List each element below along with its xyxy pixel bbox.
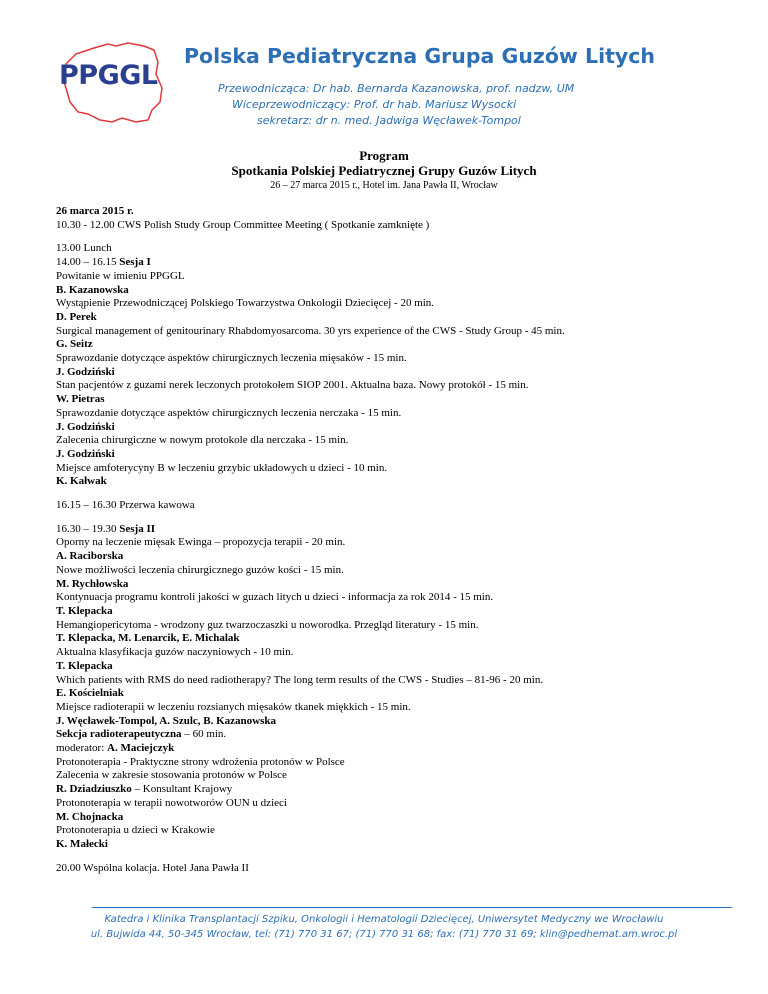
committee-meeting: 10.30 - 12.00 CWS Polish Study Group Committee Meeting ( Spotkanie zamknięte ) xyxy=(56,218,430,231)
talk-title: Miejsce amfoterycyny B w leczeniu grzybic układowych u dzieci - 10 min. xyxy=(56,461,388,474)
talk-speaker: A. Raciborska xyxy=(56,550,124,563)
radiotherapy-section-header: Sekcja radioterapeutyczna – 60 min. xyxy=(56,728,227,741)
talk-title: Protonoterapia u dzieci w Krakowie xyxy=(56,824,215,837)
talk-speaker: J. Godziński xyxy=(56,365,115,378)
coffee-break: 16.15 – 16.30 Przerwa kawowa xyxy=(56,499,195,512)
session-1-header: 14.00 – 16.15 Sesja I xyxy=(56,256,151,269)
day-date: 26 marca 2015 r. xyxy=(56,205,134,217)
talk-title: Sprawozdanie dotyczące aspektów chirurgicznych leczenia mięsaków - 15 min. xyxy=(56,352,407,365)
talk-speaker: G. Seitz xyxy=(56,338,93,351)
session-2-header: 16.30 – 19.30 Sesja II xyxy=(56,522,156,535)
talk-speaker: J. Godziński xyxy=(56,420,115,433)
organization-title: Polska Pediatryczna Grupa Guzów Litych xyxy=(184,44,656,68)
talk-title: Oporny na leczenie mięsak Ewinga – propozycja terapii - 20 min. xyxy=(56,536,346,549)
talk-speaker: W. Pietras xyxy=(56,393,105,406)
talk-title: Miejsce radioterapii w leczeniu rozsianych mięsaków tkanek miękkich - 15 min. xyxy=(56,700,411,713)
talk-speaker: K. Małecki xyxy=(56,837,108,850)
dinner: 20.00 Wspólna kolacja. Hotel Jana Pawła II xyxy=(56,861,249,874)
talk-speaker: T. Klepacka, M. Lenarcik, E. Michalak xyxy=(56,632,240,645)
chairwoman-line: Przewodnicząca: Dr hab. Bernarda Kazanowska, prof. nadzw, UM xyxy=(218,82,575,95)
talk-speaker: J. Godziński xyxy=(56,447,115,460)
talk-title: Nowe możliwości leczenia chirurgicznego guzów kości - 15 min. xyxy=(56,563,344,576)
talk-speaker: K. Kałwak xyxy=(56,475,107,488)
program-subtitle: Spotkania Polskiej Pediatrycznej Grupy Guzów Litych xyxy=(231,163,537,178)
talk-title: Sprawozdanie dotyczące aspektów chirurgicznych leczenia nerczaka - 15 min. xyxy=(56,406,402,419)
program-body xyxy=(56,205,746,875)
footer-divider xyxy=(92,907,732,908)
talk-title: Protonoterapia - Praktyczne strony wdrożenia protonów w Polsce xyxy=(56,755,345,768)
footer-address: ul. Bujwida 44, 50-345 Wrocław, tel: (71) 770 31 67; (71) 770 31 68; fax: (71) 770 31 69; klin@pedhemat.am.wroc.pl xyxy=(90,929,678,940)
talk-title: Zalecenia w zakresie stosowania protonów w Polsce xyxy=(56,769,287,782)
talk-title: Surgical management of genitourinary Rhabdomyosarcoma. 30 yrs experience of the CWS - Study Group - 45 min. xyxy=(56,324,565,337)
talk-speaker: T. Klepacka xyxy=(56,659,113,672)
talk-title: Stan pacjentów z guzami nerek leczonych protokołem SIOP 2001. Aktualna baza. Nowy protokół - 15 min. xyxy=(56,379,529,392)
program-dates: 26 – 27 marca 2015 r., Hotel im. Jana Pawła II, Wrocław xyxy=(270,180,498,191)
program-title: Program xyxy=(359,148,409,163)
secretary-line: sekretarz: dr n. med. Jadwiga Węcławek-Tompol xyxy=(257,114,521,127)
talk-title: Aktualna klasyfikacja guzów naczyniowych - 10 min. xyxy=(56,646,294,659)
footer-institution: Katedra i Klinika Transplantacji Szpiku, Onkologii i Hematologii Dziecięcej, Uniwersytet Medyczny we Wrocławiu xyxy=(104,914,664,925)
talk-title: Wystąpienie Przewodniczącej Polskiego Towarzystwa Onkologii Dziecięcej - 20 min. xyxy=(56,297,435,310)
vice-chair-line: Wiceprzewodniczący: Prof. dr hab. Mariusz Wysocki xyxy=(232,98,517,111)
talk-speaker: T. Klepacka xyxy=(56,604,113,617)
talk-speaker: J. Węcławek-Tompol, A. Szulc, B. Kazanowska xyxy=(56,714,277,727)
talk-title: Zalecenia chirurgiczne w nowym protokole dla nerczaka - 15 min. xyxy=(56,434,349,447)
talk-title: Hemangiopericytoma - wrodzony guz twarzoczaszki u noworodka. Przegląd literatury - 15 min. xyxy=(56,618,479,631)
talk-speaker: R. Dziadziuszko – Konsultant Krajowy xyxy=(56,783,233,796)
talk-speaker: M. Rychłowska xyxy=(56,577,129,590)
talk-title: Powitanie w imieniu PPGGL xyxy=(56,269,185,282)
moderator-line: moderator: A. Maciejczyk xyxy=(56,742,175,755)
talk-speaker: D. Perek xyxy=(56,310,97,323)
talk-title: Protonoterapia w terapii nowotworów OUN u dzieci xyxy=(56,796,287,809)
logo-text: PPGGL xyxy=(59,60,158,91)
lunch: 13.00 Lunch xyxy=(56,242,112,255)
talk-speaker: B. Kazanowska xyxy=(56,283,129,296)
talk-title: Which patients with RMS do need radiotherapy? The long term results of the CWS - Studies – 81-96 - 20 min. xyxy=(56,673,544,686)
talk-speaker: M. Chojnacka xyxy=(56,810,124,823)
talk-title: Kontynuacja programu kontroli jakości w guzach litych u dzieci - informacja za rok 2014 - 15 min. xyxy=(56,591,494,604)
talk-speaker: E. Kościelniak xyxy=(56,687,124,700)
